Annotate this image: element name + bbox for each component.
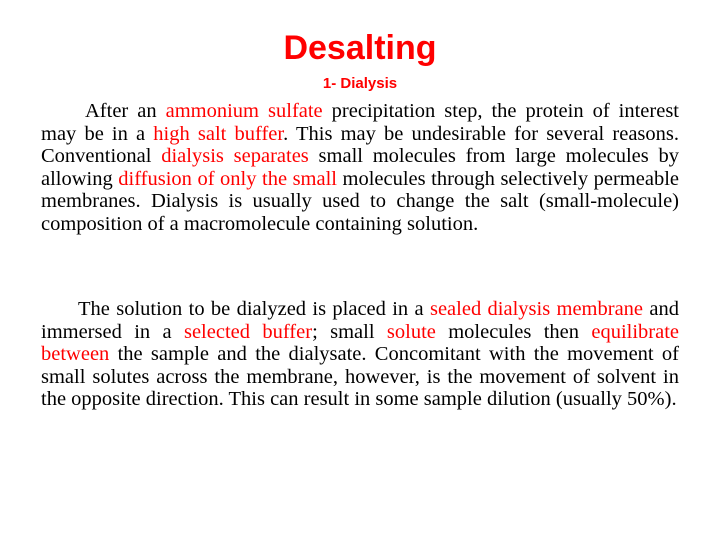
paragraph-dialysis-intro	[41, 100, 679, 235]
highlighted-term: dialysis separates	[161, 145, 309, 167]
text-run: the sample and the dialysate. Concomitant with the movement of small solutes across the membrane, however, is the movement of solvent in the opposite direction. This can result in some sample dilution (usually 50%).	[41, 343, 679, 410]
highlighted-term: selected buffer	[183, 320, 313, 343]
text-run: molecules then	[435, 320, 592, 343]
highlighted-term: ammonium sulfate	[165, 100, 323, 122]
text-run: . This may be undesirable for several reasons. Conventional	[41, 122, 679, 167]
highlighted-term: high salt buffer	[153, 122, 284, 145]
slide-title: Desalting	[283, 29, 437, 67]
text-run: After an	[85, 100, 166, 122]
paragraph-dialysis-procedure	[41, 298, 679, 411]
text-run: ; small	[312, 320, 387, 343]
slide-subtitle: 1- Dialysis	[322, 75, 398, 92]
text-run: precipitation step, the protein of interest may be in a	[41, 100, 679, 145]
highlighted-term: sealed dialysis membrane	[429, 298, 644, 320]
highlighted-term: diffusion of only the small	[118, 167, 337, 190]
text-run: The solution to be dialyzed is placed in a	[78, 298, 430, 320]
highlighted-term: equilibrate between	[41, 320, 679, 365]
text-run: molecules through selectively permeable membranes. Dialysis is usually used to change the salt (small-molecule) composition of a macromolecule containing solution.	[41, 167, 679, 235]
text-run: small molecules from large molecules by allowing	[41, 145, 679, 190]
text-run: and immersed in a	[41, 298, 679, 343]
highlighted-term: solute	[386, 320, 436, 343]
